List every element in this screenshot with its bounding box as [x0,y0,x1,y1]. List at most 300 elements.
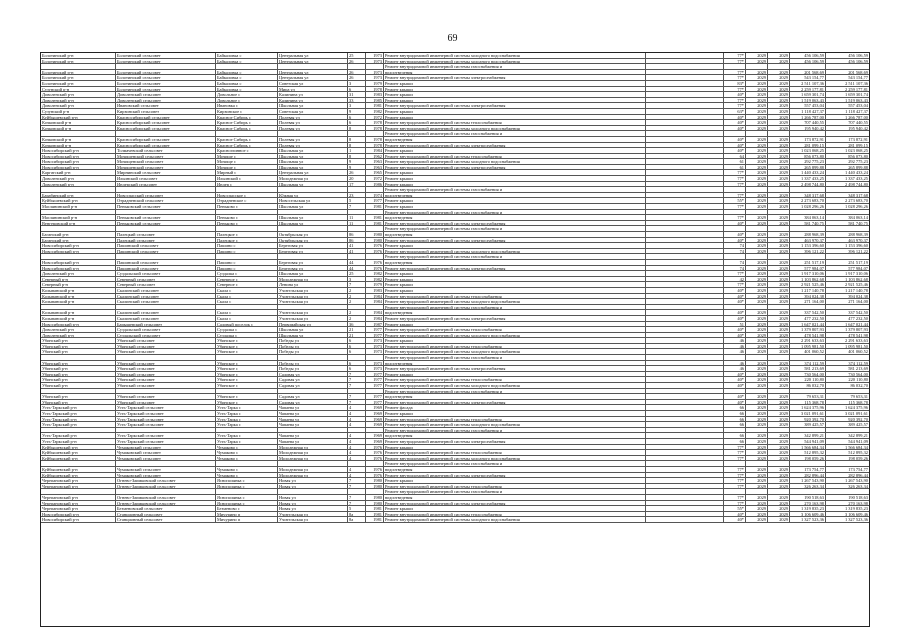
cell-total-cost: 730 564,00 [848,371,868,377]
cell-work-type: Ремонт внутридомовой инженерной системы теплоснабжения [384,154,646,159]
cell-end-year: 2029 [768,109,790,114]
cell-end-year: 2029 [768,310,790,315]
cell-blank [646,299,724,304]
cell-cost: 394 024,38 [790,294,826,299]
cell-street: Учительская ул [278,310,348,315]
cell-end-year: 2029 [768,103,790,108]
cell-blank [646,501,724,506]
cell-blank [646,53,724,58]
cell-start-year: 2029 [746,456,768,461]
cell-locality: Байкаловка с [216,81,278,86]
cell-wear-percent: 46 [724,349,746,354]
cell-end-year: 2029 [768,260,790,265]
cell-work-type: водоотведения [384,215,646,220]
cell-build-year: 1980 [366,232,384,237]
cell-blank [646,310,724,315]
cell-build-year: 1981 [366,512,384,517]
cell-build-year: 1976 [366,445,384,450]
cell-end-year: 2029 [768,148,790,153]
cell-cost: 3 021 091,61 [790,411,826,416]
cell-build-year: 1973 [366,53,384,58]
cell-work-type: Ремонт крыши [384,478,646,483]
cell-district [41,187,116,192]
cell-start-year: 2029 [746,478,768,483]
cell-start-year: 2029 [746,143,768,148]
cell-build-year: 1973 [366,344,384,349]
cell-settlement-council: Убинский сельсовет [116,361,216,366]
cell-street: Береговая ул [278,249,348,254]
cell-start-year: 2029 [746,148,768,153]
cell-house-number: 7 [348,394,366,399]
cell-build-year: 1976 [366,249,384,254]
cell-total-cost [826,254,869,259]
cell-house-number: 36 [348,322,366,327]
cell-total-cost: 3 021 091,61 [844,411,868,416]
cell-start-year [746,64,768,69]
cell-blank [646,249,724,254]
cell-street: Полевая ул [278,143,348,148]
cell-build-year: 1976 [366,243,384,248]
cell-blank [646,282,724,287]
cell-blank [646,411,724,416]
cell-blank [646,349,724,354]
cell-wear-percent: 40* [724,238,746,243]
cell-blank [646,495,724,500]
cell-start-year: 2029 [746,405,768,410]
cell-locality: Мирный с [216,170,278,175]
cell-build-year: 1972 [366,115,384,120]
cell-cost [790,461,826,466]
cell-end-year: 2029 [768,517,790,522]
cell-district: Куйбышевский р-н [41,115,116,120]
cell-settlement-council: Болотинский сельсовет [116,59,216,64]
cell-settlement-council: Огнево-Заимковский сельсовет [116,501,216,506]
cell-house-number: 7 [348,372,366,377]
cell-work-type: Ремонт внутридомовой инженерной системы электроснабжения [384,366,646,371]
cell-street [278,489,348,494]
cell-locality: Усть-Тарка с [216,433,278,438]
cell-blank [646,288,724,293]
cell-district: Доволенский р-н [41,176,116,181]
cell-end-year: 2029 [768,512,790,517]
cell-start-year: 2029 [746,81,768,86]
cell-blank [646,148,724,153]
cell-street: Молодежная ул [278,450,348,455]
cell-end-year: 2029 [768,456,790,461]
cell-locality [216,131,278,136]
cell-work-type: Ремонт крыши [384,98,646,103]
cell-build-year: 1977 [366,383,384,388]
cell-street: Полевая ул [278,137,348,142]
cell-total-cost: 1 103 862,68 [844,276,868,282]
cell-wear-percent: 77* [724,75,746,80]
cell-build-year: 1972 [366,176,384,181]
cell-district: Маслянинский р-н [41,215,116,220]
cell-district: Северный р-н [41,277,116,282]
cell-build-year [366,428,384,433]
cell-end-year [768,389,790,394]
cell-wear-percent: 77* [724,450,746,455]
cell-wear-percent: 77* [724,87,746,92]
cell-blank [646,506,724,511]
cell-work-type: Ремонт внутридомовой инженерной системы холодного водоснабжения [384,383,646,388]
cell-cost [790,355,826,360]
cell-build-year: 1980 [366,478,384,483]
cell-settlement-council: Ивановский сельсовет [116,103,216,108]
cell-house-number: 20 [348,176,366,181]
cell-house-number: 7 [348,383,366,388]
cell-street: Учительская ул [278,299,348,304]
cell-start-year: 2029 [746,333,768,338]
cell-total-cost: 173 872,91 [848,136,868,142]
cell-locality: Чумаково с [216,450,278,455]
cell-build-year: 1962 [366,154,384,159]
cell-settlement-council: Северный сельсовет [116,282,216,287]
cell-house-number: 2 [348,288,366,293]
cell-work-type: Ремонт крыши [384,243,646,248]
cell-blank [646,260,724,265]
cell-work-type: Ремонт внутридомовой инженерной системы теплоснабжения [384,344,646,349]
cell-district: Новосибирский р-н [41,512,116,517]
cell-settlement-council: Болотинский сельсовет [116,81,216,86]
cell-build-year: 1978 [366,137,384,142]
cell-start-year [746,305,768,310]
cell-locality: Байкаловка с [216,70,278,75]
cell-end-year [768,64,790,69]
cell-total-cost: 190 518,63 [848,494,868,500]
cell-settlement-council [116,305,216,310]
cell-settlement-council: Красносибирский сельсовет [116,143,216,148]
cell-blank [646,327,724,332]
cell-end-year: 2029 [768,215,790,220]
cell-work-type: Ремонт внутридомовой инженерной системы электроснабжения [384,238,646,243]
cell-work-type: Ремонт внутридомовой инженерной системы холодного водоснабжения [384,333,646,338]
cell-settlement-council: Пашинский сельсовет [116,243,216,248]
cell-settlement-council: Чумаковский сельсовет [116,450,216,455]
cell-house-number: 6 [348,87,366,92]
cell-house-number [348,210,366,215]
cell-end-year: 2029 [768,98,790,103]
cell-cost: 581 213,69 [790,366,826,371]
cell-house-number: 26 [348,170,366,175]
cell-locality: Мочище с [216,154,278,159]
cell-cost: 79 653,31 [790,394,826,399]
cell-district: Новосибирский р-н [41,154,116,159]
cell-total-cost: 389 425,57 [848,422,868,427]
cell-start-year: 2029 [746,165,768,170]
cell-total-cost: 396 121,22 [848,248,868,254]
cell-end-year: 2029 [768,338,790,343]
cell-cost [790,64,826,69]
cell-house-number: 8 [348,126,366,131]
cell-start-year: 2029 [746,512,768,517]
cell-house-number: 8 [348,143,366,148]
cell-wear-percent: 40* [724,92,746,97]
cell-start-year: 2029 [746,215,768,220]
cell-settlement-council: Усть-Таркский сельсовет [116,417,216,422]
cell-work-type: Ремонт внутридомовой инженерной системы газоснабжения и [384,210,646,215]
cell-total-cost: 707 440,55 [848,120,868,125]
cell-total-cost: 401 060,52 [848,349,868,355]
cell-street: Полевая ул [278,115,348,120]
cell-work-type: Ремонт крыши [384,445,646,450]
cell-house-number: 2 [348,316,366,321]
cell-settlement-council: Новоспасский сельсовет [116,193,216,198]
cell-settlement-council [116,489,216,494]
cell-cost: 292 775,23 [790,159,826,164]
cell-work-type: Ремонт внутридомовой инженерной системы теплоснабжения [384,377,646,382]
cell-settlement-council: Усть-Таркский сельсовет [116,422,216,427]
cell-settlement-council: Ильинский сельсовет [116,176,216,181]
cell-street: Школьная ул [278,333,348,338]
cell-locality: Чумаково с [216,445,278,450]
cell-build-year: 1986 [366,182,384,187]
cell-wear-percent: 77* [724,495,746,500]
cell-settlement-council [116,461,216,466]
cell-work-type: Ремонт крыши [384,277,646,282]
cell-cost: 2 273 683,70 [790,198,826,203]
cell-work-type: Ремонт внутридомовой инженерной системы теплоснабжения [384,327,646,332]
cell-district: Доволенский р-н [41,327,116,332]
cell-start-year [746,428,768,433]
cell-street: Центральная ул [278,53,348,58]
cell-settlement-council: Убинский сельсовет [116,344,216,349]
cell-total-cost [826,226,869,231]
cell-cost: 86 032,70 [790,383,826,388]
cell-start-year: 2029 [746,400,768,405]
cell-district: Болотинский р-н [41,70,116,75]
cell-cost: 251 517,19 [790,260,826,265]
cell-work-type: водоотведения [384,70,646,75]
cell-wear-percent: 55* [724,506,746,511]
cell-settlement-council: Пашинский сельсовет [116,249,216,254]
cell-work-type: Ремонт внутридомовой инженерной системы газоснабжения и [384,489,646,494]
cell-blank [646,484,724,489]
cell-wear-percent: 40* [724,310,746,315]
cell-house-number: 1 [348,148,366,153]
cell-build-year: 1980 [366,495,384,500]
cell-build-year: 1980 [366,501,384,506]
cell-house-number: 9 [348,159,366,164]
cell-locality: Убинское с [216,344,278,349]
cell-street [278,355,348,360]
cell-house-number: 4 [348,450,366,455]
cell-total-cost: 581 740,75 [848,220,868,226]
cell-locality: Пашино с [216,260,278,265]
cell-start-year: 2029 [746,495,768,500]
cell-end-year: 2029 [768,361,790,366]
cell-street: Школьная ул [278,327,348,332]
cell-blank [646,489,724,494]
cell-work-type: Ремонт внутридомовой инженерной системы газоснабжения и [384,254,646,259]
cell-start-year: 2029 [746,473,768,478]
cell-end-year: 2029 [768,193,790,198]
cell-start-year: 2029 [746,338,768,343]
cell-locality [216,226,278,231]
cell-work-type: Ремонт крыши [384,176,646,181]
cell-locality [216,355,278,360]
cell-start-year: 2029 [746,377,768,382]
cell-house-number: 3 [348,277,366,282]
cell-blank [646,70,724,75]
cell-wear-percent: 77* [724,182,746,187]
cell-district: Новосибирский р-н [41,322,116,327]
cell-cost: 477 232,50 [790,316,826,321]
cell-wear-percent: 46 [724,361,746,366]
cell-start-year [746,226,768,231]
cell-cost: 920 392,70 [790,417,826,422]
cell-district: Убинский р-н [41,349,116,354]
cell-end-year: 2029 [768,439,790,444]
cell-end-year: 2029 [768,198,790,203]
cell-start-year: 2029 [746,232,768,237]
cell-start-year: 2029 [746,439,768,444]
cell-work-type: водоотведения [384,433,646,438]
cell-end-year [768,489,790,494]
cell-street: Новая ул [278,506,348,511]
cell-locality: Мичурино п [216,512,278,517]
cell-cost: 401 060,52 [790,349,826,354]
cell-build-year: 1981 [366,506,384,511]
cell-start-year: 2029 [746,109,768,114]
cell-district: Новосибирский р-н [41,243,116,248]
cell-blank [646,294,724,299]
cell-work-type: Ремонт внутридомовой инженерной системы теплоснабжения [384,512,646,517]
cell-end-year: 2029 [768,484,790,489]
cell-district: Кочковский р-н [41,120,116,125]
cell-house-number [348,355,366,360]
cell-locality: Довольное с [216,92,278,97]
cell-end-year: 2029 [768,115,790,120]
cell-blank [646,176,724,181]
cell-start-year: 2029 [746,445,768,450]
cell-settlement-council: Скалинский сельсовет [116,288,216,293]
cell-work-type: Ремонт внутридомовой инженерной системы холодного водоснабжения [384,59,646,64]
cell-cost: 396 121,22 [790,249,826,254]
cell-street: Южная ул [278,193,348,198]
cell-wear-percent: 40* [724,288,746,293]
cell-house-number: 6 [348,349,366,354]
cell-wear-percent: 46 [724,366,746,371]
cell-cost: 342 899,21 [790,433,826,438]
cell-cost: 478 541,98 [790,333,826,338]
cell-blank [646,372,724,377]
cell-blank [646,316,724,321]
cell-cost: 198 059,26 [790,456,826,461]
cell-wear-percent: 77* [724,176,746,181]
cell-total-cost: 2 259 177,81 [844,86,868,92]
cell-end-year: 2029 [768,383,790,388]
cell-end-year: 2029 [768,445,790,450]
cell-house-number: 11 [348,221,366,226]
cell-settlement-council [116,131,216,136]
cell-locality: Чумаково с [216,467,278,472]
cell-street [278,131,348,136]
cell-work-type: Ремонт внутридомовой инженерной системы электроснабжения [384,165,646,170]
cell-settlement-council: Убинский сельсовет [116,377,216,382]
cell-end-year: 2029 [768,277,790,282]
cell-build-year: 1978 [366,87,384,92]
cell-work-type: Ремонт крыши [384,411,646,416]
cell-settlement-council: Чумаковский сельсовет [116,473,216,478]
cell-work-type: водоотведения [384,361,646,366]
cell-locality: Безменово с [216,506,278,511]
cell-end-year: 2029 [768,372,790,377]
cell-street: Молодежная ул [278,473,348,478]
cell-build-year: 1976 [366,450,384,455]
cell-street: Советская ул [278,81,348,86]
cell-build-year: 1978 [366,120,384,125]
cell-work-type: водоотведения [384,394,646,399]
cell-district: Куйбышевский р-н [41,456,116,461]
cell-work-type: Ремонт крыши [384,288,646,293]
cell-house-number: 23 [348,193,366,198]
cell-wear-percent [724,428,746,433]
cell-blank [646,467,724,472]
cell-build-year: 1977 [366,198,384,203]
cell-cost: 190 518,63 [790,495,826,500]
cell-build-year [366,489,384,494]
cell-cost: 288 968,39 [790,232,826,237]
cell-district: Новосибирский р-н [41,249,116,254]
cell-start-year: 2029 [746,170,768,175]
cell-district [41,64,116,69]
cell-blank [646,92,724,97]
cell-start-year [746,210,768,215]
cell-district: Новосибирский р-н [41,517,116,522]
cell-work-type: Ремонт внутридомовой инженерной системы холодного водоснабжения [384,299,646,304]
cell-settlement-council: Болотинский сельсовет [116,87,216,92]
cell-district: Убинский р-н [41,338,116,343]
cell-wear-percent: 55* [724,198,746,203]
cell-wear-percent: 46 [724,338,746,343]
cell-blank [646,433,724,438]
cell-settlement-council [116,428,216,433]
cell-district [41,131,116,136]
cell-district: Новосибирский р-н [41,165,116,170]
cell-street: Школьная ул [278,221,348,226]
cell-end-year: 2029 [768,400,790,405]
cell-district: Колыванский р-н [41,310,116,315]
cell-cost: 1 624 375,96 [790,405,826,410]
cell-house-number: 7 [348,478,366,483]
cell-end-year: 2029 [768,478,790,483]
cell-blank [646,389,724,394]
cell-house-number [348,64,366,69]
cell-district: Куйбышевский р-н [41,467,116,472]
cell-wear-percent [724,489,746,494]
cell-district: Усть-Таркский р-н [41,405,116,410]
cell-blank [646,277,724,282]
cell-total-cost: 1 267 543,90 [844,478,868,483]
cell-cost: 384 063,14 [790,215,826,220]
cell-blank [646,226,724,231]
cell-street: Береговая ул [278,243,348,248]
cell-build-year: 1981 [366,204,384,209]
cell-wear-percent [724,355,746,360]
cell-district: Черепановский р-н [41,501,116,506]
cell-settlement-council: Убинский сельсовет [116,400,216,405]
cell-district: Кочковский р-н [41,143,116,148]
cell-locality [216,428,278,433]
cell-district: Доволенский р-н [41,271,116,276]
cell-blank [646,75,724,80]
cell-wear-percent: 40* [724,294,746,299]
cell-street [278,210,348,215]
cell-cost: 271 164,00 [790,299,826,304]
cell-locality: Убинское с [216,394,278,399]
cell-street: Школьная ул [278,165,348,170]
